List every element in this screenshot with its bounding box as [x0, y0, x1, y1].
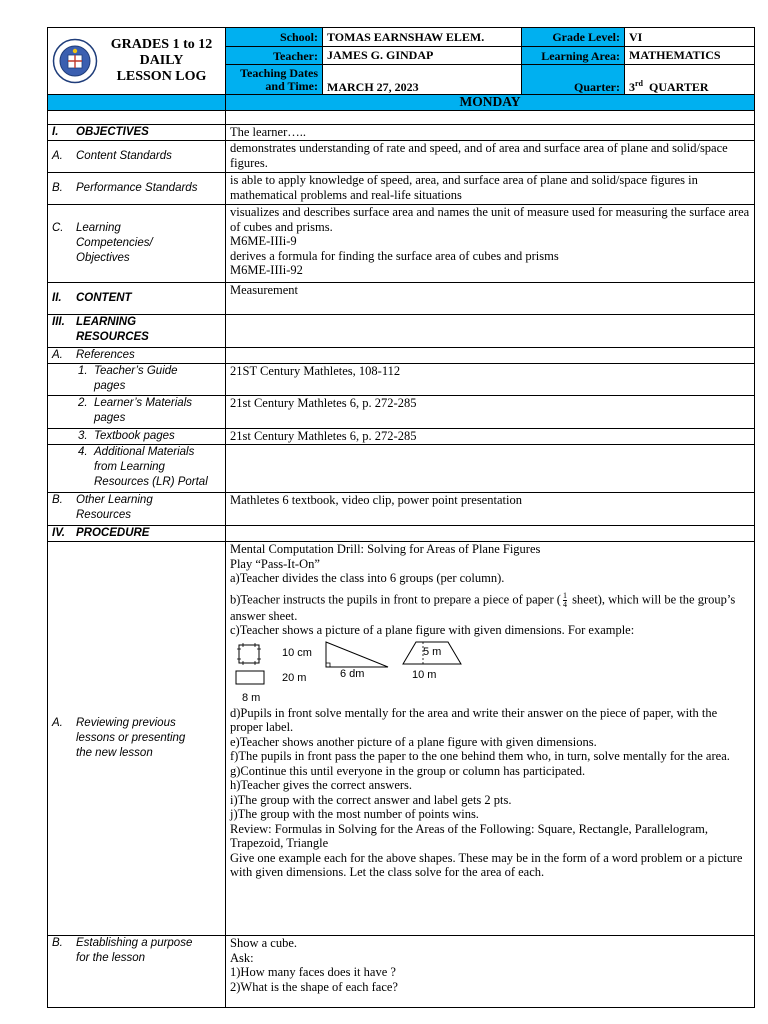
quarter-label: Quarter:	[522, 65, 625, 95]
additional-materials-label: 4. Additional Materials from Learning Resources (LR) Portal	[48, 445, 226, 493]
teacher-label: Teacher:	[226, 47, 323, 65]
teachers-guide-value: 21ST Century Mathletes, 108-112	[226, 364, 755, 396]
learning-resources-value	[226, 315, 755, 348]
title-line-3: LESSON LOG	[116, 69, 207, 84]
plane-figures-examples	[230, 638, 750, 706]
procedure-value	[226, 526, 755, 542]
dates-label	[226, 65, 323, 95]
lesson-log-table	[47, 27, 755, 1008]
establishing-value: Show a cube. Ask: 1)How many faces does it have ? 2)What is the shape of each face?	[226, 936, 755, 1008]
textbook-value: 21st Century Mathletes 6, p. 272-285	[226, 429, 755, 445]
establishing-label: B. Establishing a purpose for the lesson	[48, 936, 226, 1008]
deped-seal-icon	[52, 38, 98, 84]
quarter-text: QUARTER	[649, 79, 709, 94]
shape-label-10m: 10 m	[412, 668, 437, 681]
school-label: School:	[226, 28, 323, 47]
content-value: Measurement	[226, 283, 755, 315]
date-value: MARCH 27, 2023	[323, 65, 522, 95]
quarter-sheet-fraction: $\frac{1}{4}$	[562, 590, 567, 609]
shape-label-5m: 5 m	[423, 645, 442, 658]
day-heading: MONDAY	[226, 95, 755, 111]
reviewing-label: A. Reviewing previous lessons or presenting the new lesson	[48, 542, 226, 936]
textbook-label: 3. Textbook pages	[48, 429, 226, 445]
teachers-guide-label: 1. Teacher’s Guide pages	[48, 364, 226, 396]
teacher-value: JAMES G. GINDAP	[323, 47, 522, 65]
learning-area-label: Learning Area:	[522, 47, 625, 65]
learning-resources-label: III. LEARNING RESOURCES	[48, 315, 226, 348]
performance-standards-label: B. Performance Standards	[48, 173, 226, 205]
other-resources-value: Mathletes 6 textbook, video clip, power point presentation	[226, 493, 755, 526]
quarter-number: 3	[629, 79, 635, 94]
school-value: TOMAS EARNSHAW ELEM.	[323, 28, 522, 47]
grade-value: VI	[625, 28, 755, 47]
shape-label-6dm: 6 dm	[340, 667, 365, 680]
header-title-cell	[48, 28, 226, 95]
square-shape	[239, 645, 259, 663]
rectangle-shape	[236, 671, 264, 684]
dates-label-line-2: and Time:	[265, 78, 318, 93]
other-resources-label: B. Other Learning Resources	[48, 493, 226, 526]
lesson-log-sheet	[47, 27, 754, 1008]
procedure-label: IV. PROCEDURE	[48, 526, 226, 542]
references-value	[226, 348, 755, 364]
learners-materials-label: 2. Learner’s Materials pages	[48, 396, 226, 429]
shape-label-8m: 8 m	[242, 691, 261, 704]
competencies-value: visualizes and describes surface area and names the unit of measure used for measuring the surface area of cubes and prisms. M6ME-IIIi-9 derives a formula for finding the surface area of cubes and prisms M6ME-IIIi-92	[226, 205, 755, 283]
reviewing-value: Mental Computation Drill: Solving for Areas of Plane Figures Play “Pass-It-On” a)Teacher divides the class into 6 groups (per column). b)Teacher instructs the pupils in front to prepare a piece of paper ( $\frac{1}{4}$ sheet), which will be the group’s answer sheet. c)Teacher shows a picture of a plane figure with given dimensions. For example: 10 cm 20 m 8 m 6 dm 5 m 10 m d)Pupils in front solve mentally for the area and write their answer on the piece of paper, with the proper label. e)Teacher shows another picture of a plane figure with given dimensions. f)The pupils in front pass the paper to the one behind them who, in turn, solve mentally for the area. g)Continue this until everyone in the group or column has participated. h)Teacher gives the correct answers. i)The group with the correct answer and label gets 2 pts. j)The group with the most number of points wins. Review: Formulas in Solving for the Areas of the Following: Square, Rectangle, Parallelogram, Trapezoid, Triangle Give one example each for the above shapes. These may be in the form of a word problem or a picture with given dimensions. Let the class solve for the area of each.	[226, 542, 755, 936]
content-label: II. CONTENT	[48, 283, 226, 315]
objectives-label: I. OBJECTIVES	[48, 125, 226, 141]
references-label: A. References	[48, 348, 226, 364]
objectives-value: The learner…..	[226, 125, 755, 141]
triangle-shape	[326, 642, 388, 667]
content-standards-value: demonstrates understanding of rate and speed, and of area and surface area of plane and solid/space figures.	[226, 141, 755, 173]
learners-materials-value: 21st Century Mathletes 6, p. 272-285	[226, 396, 755, 429]
performance-standards-value: is able to apply knowledge of speed, area, and surface area of plane and solid/space figures in mathematical problems and real-life situations	[226, 173, 755, 205]
title-line-1: GRADES 1 to 12	[110, 37, 213, 52]
shape-label-20m: 20 m	[282, 671, 307, 684]
grade-label: Grade Level:	[522, 28, 625, 47]
day-blank-cell	[48, 95, 226, 111]
quarter-suffix: rd	[635, 78, 643, 88]
shape-label-10cm: 10 cm	[282, 646, 312, 659]
dates-label-line-1: Teaching Dates	[240, 65, 318, 80]
learning-area-value: MATHEMATICS	[625, 47, 755, 65]
title-line-2: DAILY	[139, 53, 184, 68]
additional-materials-value	[226, 445, 755, 493]
content-standards-label: A. Content Standards	[48, 141, 226, 173]
spacer-cell	[48, 111, 226, 125]
quarter-value	[625, 65, 755, 95]
competencies-label: C. Learning Competencies/ Objectives	[48, 205, 226, 283]
spacer-cell	[226, 111, 755, 125]
